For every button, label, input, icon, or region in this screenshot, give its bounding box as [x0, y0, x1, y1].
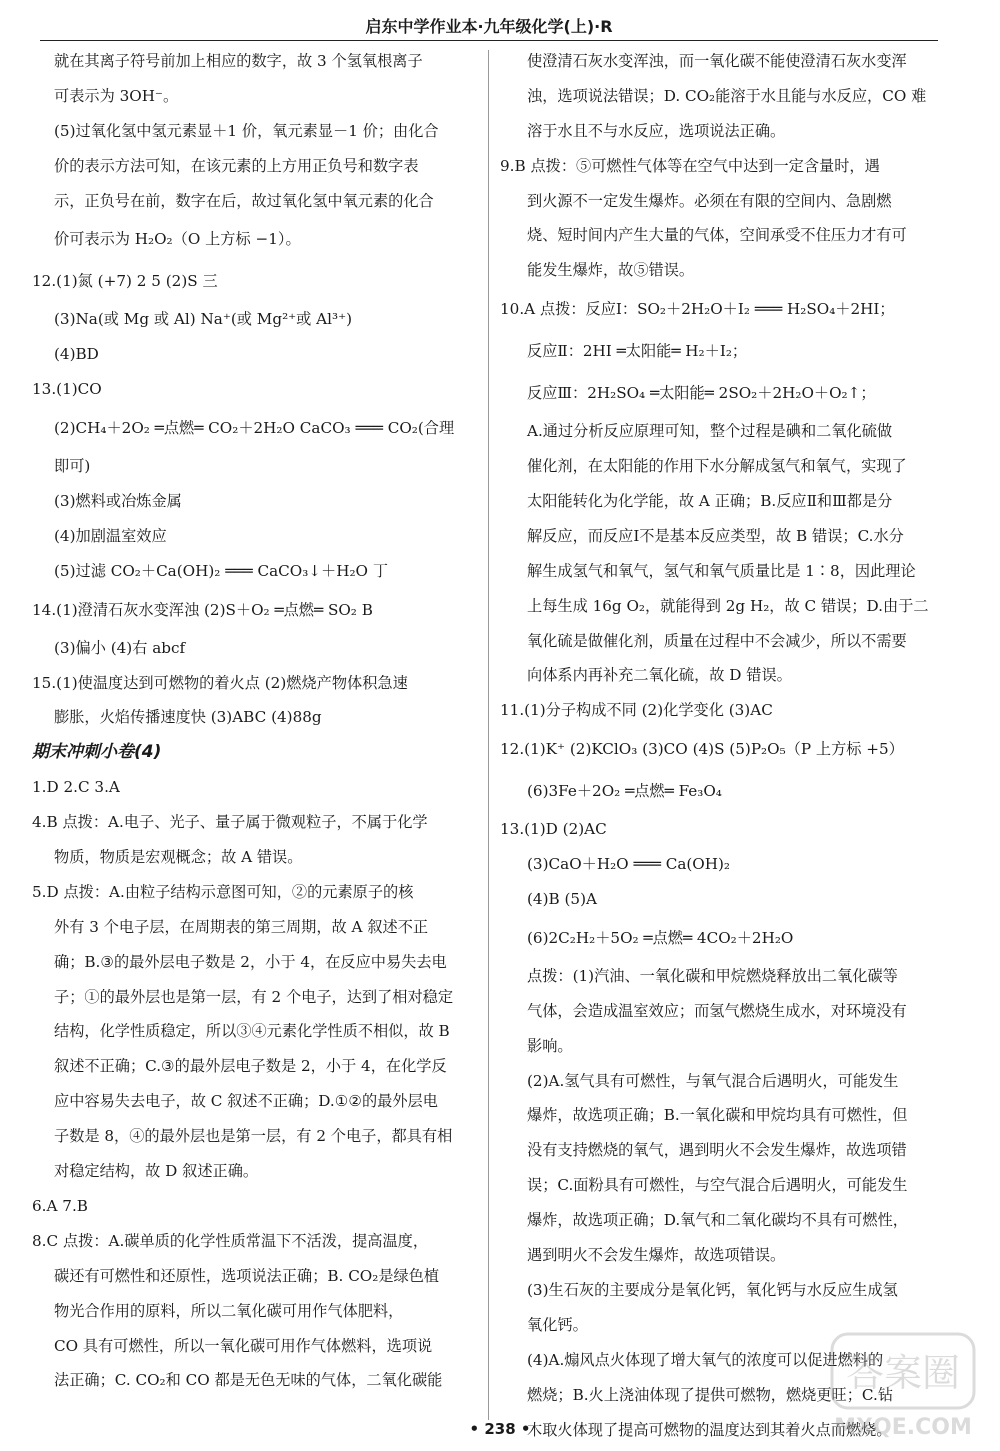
- right-text-line: 氧化钙。: [527, 1315, 588, 1334]
- right-text-line: 太阳能转化为化学能，故 A 正确；B.反应Ⅱ和Ⅲ都是分: [527, 492, 893, 511]
- right-text-line: 反应Ⅲ：2H₂SO₄ ═太阳能═ 2SO₂＋2H₂O＋O₂↑；: [527, 384, 876, 403]
- left-text-line: 碳还有可燃性和还原性，选项说法正确；B. CO₂是绿色植: [54, 1266, 440, 1285]
- left-text-line: 5.D 点拨：A.由粒子结构示意图可知，②的元素原子的核: [32, 882, 414, 901]
- right-text-line: 向体系内再补充二氧化硫，故 D 错误。: [527, 666, 792, 685]
- left-text-line: 外有 3 个电子层，在周期表的第三周期，故 A 叙述不正: [54, 917, 429, 936]
- right-text-line: 没有支持燃烧的氧气，遇到明火不会发生爆炸，故选项错: [527, 1141, 907, 1160]
- left-text-line: 结构，化学性质稳定，所以③④元素化学性质不相似，故 B: [54, 1022, 450, 1041]
- right-text-line: 遇到明火不会发生爆炸，故选项错误。: [527, 1246, 786, 1265]
- left-text-line: (3)燃料或冶炼金属: [54, 492, 182, 511]
- left-text-line: 膨胀，火焰传播速度快 (3)ABC (4)88g: [54, 708, 322, 727]
- right-text-line: 烧、短时间内产生大量的气体，空间承受不住压力才有可: [527, 226, 907, 245]
- right-text-line: 上每生成 16g O₂，就能得到 2g H₂，故 C 错误；D.由于二: [527, 596, 929, 615]
- left-text-line: 6.A 7.B: [32, 1196, 88, 1215]
- left-column: [32, 44, 480, 1398]
- left-text-line: (3)偏小 (4)右 abcf: [54, 638, 186, 657]
- left-text-line: 示，正负号在前，数字在后，故过氧化氢中氧元素的化合: [54, 191, 434, 210]
- left-text-line: 13.(1)CO: [32, 380, 102, 399]
- right-text-line: 爆炸，故选项正确；D.氧气和二氧化碳均不具有可燃性，: [527, 1211, 908, 1230]
- right-text-line: 9.B 点拨：⑤可燃性气体等在空气中达到一定含量时，遇: [500, 156, 880, 175]
- right-text-line: 点拨：(1)汽油、一氧化碳和甲烷燃烧释放出二氧化碳等: [527, 966, 898, 985]
- left-text-line: 对稳定结构，故 D 叙述正确。: [54, 1162, 259, 1181]
- right-text-line: 氧化硫是做催化剂，质量在过程中不会减少，所以不需要: [527, 631, 907, 650]
- right-text-line: 13.(1)D (2)AC: [500, 820, 607, 839]
- column-divider: [488, 50, 489, 1420]
- left-text-line: 物质，物质是宏观概念；故 A 错误。: [54, 848, 303, 867]
- left-text-line: 物光合作用的原料，所以二氧化碳可用作气体肥料，: [54, 1301, 404, 1320]
- right-text-line: (6)3Fe＋2O₂ ═点燃═ Fe₃O₄: [527, 782, 722, 801]
- left-text-line: 可表示为 3OH⁻。: [54, 86, 179, 105]
- left-text-line: (2)CH₄＋2O₂ ═点燃═ CO₂＋2H₂O CaCO₃ ═══ CO₂(合理: [54, 419, 455, 438]
- left-text-line: 子数是 8，④的最外层也是第一层，有 2 个电子，都具有相: [54, 1127, 453, 1146]
- right-text-line: 催化剂，在太阳能的作用下水分解成氢气和氧气，实现了: [527, 457, 907, 476]
- right-text-line: 解反应，而反应Ⅰ不是基本反应类型，故 B 错误；C.水分: [527, 526, 904, 545]
- right-text-line: 爆炸，故选项正确；B.一氧化碳和甲烷均具有可燃性，但: [527, 1106, 908, 1125]
- right-text-line: 使澄清石灰水变浑浊，而一氧化碳不能使澄清石灰水变浑: [527, 52, 907, 70]
- left-text-line: 法正确；C. CO₂和 CO 都是无色无味的气体，二氧化碳能: [54, 1371, 443, 1390]
- left-text-line: 期末冲刺小卷(4): [32, 742, 162, 763]
- left-text-line: 价的表示方法可知，在该元素的上方用正负号和数字表: [54, 156, 419, 175]
- watermark-text: 答案圈: [845, 1351, 961, 1395]
- right-text-line: 解生成氢气和氧气，氢气和氧气质量比是 1∶8，因此理论: [527, 561, 916, 580]
- right-text-line: 10.A 点拨：反应Ⅰ：SO₂＋2H₂O＋I₂ ═══ H₂SO₄＋2HI；: [500, 300, 895, 319]
- left-text-line: 12.(1)氮 (+7) 2 5 (2)S 三: [32, 272, 218, 291]
- right-text-line: A.通过分析反应原理可知，整个过程是碘和二氧化硫做: [527, 422, 893, 441]
- right-text-line: 到火源不一定发生爆炸。必须在有限的空间内、急剧燃: [527, 191, 892, 210]
- left-text-line: 4.B 点拨：A.电子、光子、量子属于微观粒子，不属于化学: [32, 813, 428, 832]
- right-text-line: 溶于水且不与水反应，选项说法正确。: [527, 121, 786, 140]
- left-text-line: (5)过氧化氢中氢元素显＋1 价，氧元素显－1 价；由化合: [54, 121, 439, 140]
- right-text-line: 影响。: [527, 1036, 573, 1055]
- left-text-line: 即可): [54, 457, 91, 476]
- right-text-line: 燃烧；B.火上浇油体现了提供可燃物，燃烧更旺；C.钻: [527, 1385, 894, 1404]
- right-text-line: 误；C.面粉具有可燃性，与空气混合后遇明火，可能发生: [527, 1176, 908, 1195]
- running-header: 启东中学作业本·九年级化学(上)·R: [40, 14, 938, 41]
- right-text-line: 11.(1)分子构成不同 (2)化学变化 (3)AC: [500, 701, 773, 720]
- page-number: • 238 •: [469, 1420, 531, 1438]
- right-text-line: (6)2C₂H₂＋5O₂ ═点燃═ 4CO₂＋2H₂O: [527, 928, 794, 947]
- right-text-line: 气体，会造成温室效应；而氢气燃烧生成水，对环境没有: [527, 1001, 907, 1020]
- left-text-line: 确；B.③的最外层电子数是 2，小于 4，在反应中易失去电: [54, 952, 447, 971]
- left-text-line: 价可表示为 H₂O₂（O 上方标 −1）。: [54, 230, 301, 249]
- left-text-line: 子；①的最外层也是第一层，有 2 个电子，达到了相对稳定: [54, 987, 454, 1006]
- right-text-line: 能发生爆炸，故⑤错误。: [527, 261, 695, 280]
- right-text-line: 反应Ⅱ：2HI ═太阳能═ H₂＋I₂；: [527, 342, 748, 361]
- left-text-line: 8.C 点拨：A.碳单质的化学性质常温下不活泼，提高温度，: [32, 1231, 429, 1250]
- right-text-line: (3)生石灰的主要成分是氧化钙，氧化钙与水反应生成氢: [527, 1280, 898, 1299]
- left-text-line: (5)过滤 CO₂＋Ca(OH)₂ ═══ CaCO₃↓＋H₂O 丁: [54, 561, 389, 580]
- left-text-line: (3)Na(或 Mg 或 Al) Na⁺(或 Mg²⁺或 Al³⁺): [54, 310, 353, 329]
- left-text-line: 就在其离子符号前加上相应的数字，故 3 个氢氧根离子: [54, 52, 423, 70]
- right-text-line: 12.(1)K⁺ (2)KClO₃ (3)CO (4)S (5)P₂O₅（P 上方标 +5）: [500, 740, 904, 759]
- left-text-line: CO 具有可燃性，所以一氧化碳可用作气体燃料，选项说: [54, 1336, 433, 1355]
- left-text-line: 14.(1)澄清石灰水变浑浊 (2)S＋O₂ ═点燃═ SO₂ B: [32, 600, 373, 619]
- right-text-line: (3)CaO＋H₂O ═══ Ca(OH)₂: [527, 855, 731, 874]
- left-text-line: 1.D 2.C 3.A: [32, 778, 120, 797]
- right-column: [500, 44, 940, 1447]
- left-text-line: 应中容易失去电子，故 C 叙述不正确；D.①②的最外层电: [54, 1092, 438, 1111]
- watermark-logo: [828, 1328, 978, 1444]
- left-text-line: 15.(1)使温度达到可燃物的着火点 (2)燃烧产物体积急速: [32, 673, 408, 692]
- right-text-line: (2)A.氢气具有可燃性，与氧气混合后遇明火，可能发生: [527, 1071, 899, 1090]
- left-text-line: (4)加剧温室效应: [54, 526, 167, 545]
- right-text-line: (4)A.煽风点火体现了增大氧气的浓度可以促进燃料的: [527, 1350, 884, 1369]
- left-text-line: 叙述不正确；C.③的最外层电子数是 2，小于 4，在化学反: [54, 1057, 447, 1076]
- watermark-url: MXQE.COM: [834, 1415, 972, 1440]
- right-text-line: 浊，选项说法错误；D. CO₂能溶于水且能与水反应，CO 难: [527, 86, 927, 105]
- left-text-line: (4)BD: [54, 345, 99, 364]
- right-text-line: (4)B (5)A: [527, 890, 597, 909]
- right-text-line: 木取火体现了提高可燃物的温度达到其着火点而燃烧。: [527, 1420, 892, 1439]
